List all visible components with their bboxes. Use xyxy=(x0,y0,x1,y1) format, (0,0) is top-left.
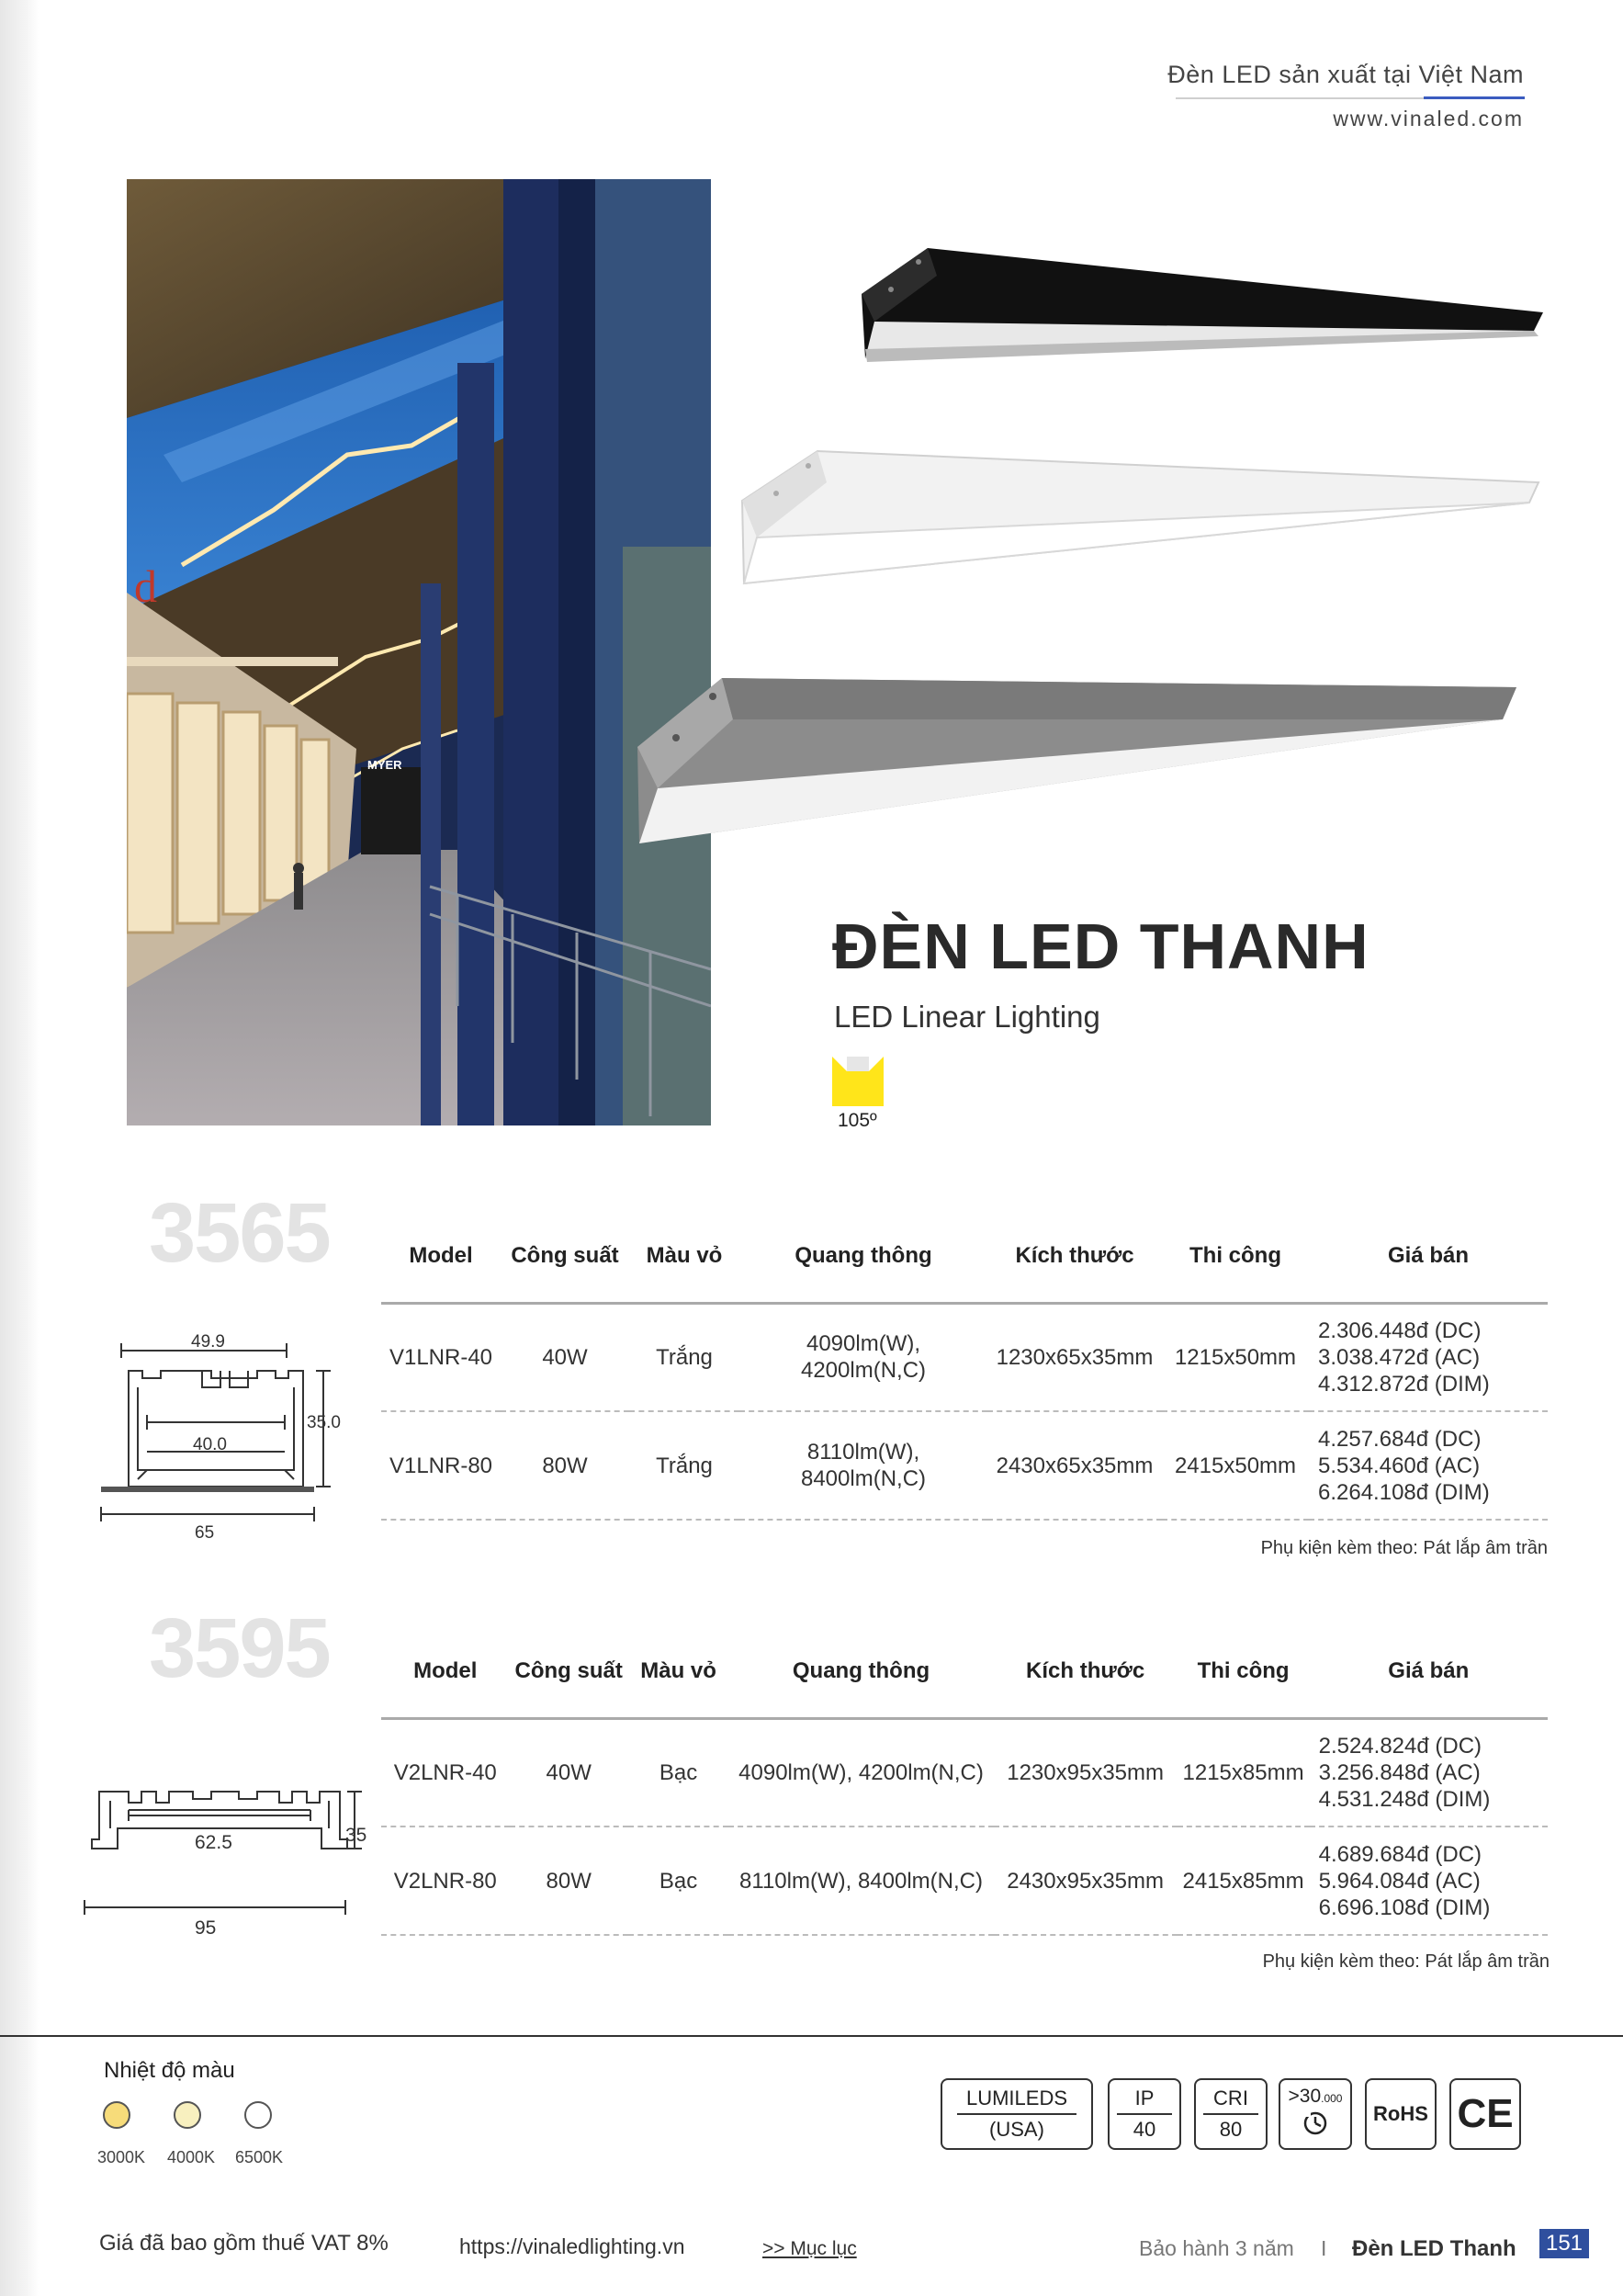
col-flux: Quang thông xyxy=(739,1211,987,1303)
color-temp-4000k-label: 4000K xyxy=(167,2148,216,2166)
profile-drawing-3595 xyxy=(73,1773,386,1948)
color-temp-4000k-swatch xyxy=(174,2101,201,2129)
footer-url[interactable]: https://vinaledlighting.vn xyxy=(459,2234,685,2258)
toc-link[interactable]: >> Mục lục xyxy=(762,2238,857,2259)
col-install: Thi công xyxy=(1178,1626,1310,1718)
series-number: 3565 xyxy=(149,1186,330,1280)
col-price: Giá bán xyxy=(1310,1626,1548,1718)
application-photo xyxy=(127,179,711,1125)
col-size: Kích thước xyxy=(994,1626,1178,1718)
svg-text:35: 35 xyxy=(345,1825,367,1846)
color-temp-title: Nhiệt độ màu xyxy=(104,2058,235,2083)
warranty-text: Bảo hành 3 năm xyxy=(1139,2236,1294,2260)
col-color: Màu vỏ xyxy=(629,1211,739,1303)
profile-drawing-3565 xyxy=(92,1323,358,1544)
col-power: Công suất xyxy=(501,1211,629,1303)
footer-divider xyxy=(0,2035,1623,2037)
color-temp-6500k-swatch xyxy=(244,2101,272,2129)
left-page-shadow xyxy=(0,0,39,2296)
col-model: Model xyxy=(381,1211,501,1303)
header-divider-accent xyxy=(1424,96,1525,99)
svg-text:65: 65 xyxy=(195,1523,215,1543)
accessory-note-3565: Phụ kiện kèm theo: Pát lắp âm trần xyxy=(1260,1538,1548,1558)
vat-note: Giá đã bao gồm thuế VAT 8% xyxy=(99,2231,389,2256)
beam-angle-label: 105º xyxy=(838,1110,877,1131)
table-row: V1LNR-40 40W Trắng 4090lm(W), 4200lm(N,C) 1230x65x35mm 1215x50mm 2.306.448đ (DC) 3.038.472đ (AC) 4.312.872đ (DIM) xyxy=(381,1303,1548,1411)
footer-separator: I xyxy=(1321,2236,1327,2260)
product-title-vn: ĐÈN LED THANH xyxy=(832,910,1369,982)
svg-text:35.0: 35.0 xyxy=(307,1413,341,1432)
cri-badge: CRI 80 xyxy=(1194,2078,1268,2150)
header-url[interactable]: www.vinaled.com xyxy=(1333,107,1524,130)
col-color: Màu vỏ xyxy=(628,1626,728,1718)
svg-text:95: 95 xyxy=(195,1917,217,1939)
ce-badge: CE xyxy=(1449,2078,1521,2150)
col-price: Giá bán xyxy=(1309,1211,1548,1303)
footer-category: Đèn LED Thanh xyxy=(1352,2236,1516,2261)
svg-text:62.5: 62.5 xyxy=(195,1832,232,1853)
svg-text:49.9: 49.9 xyxy=(191,1332,225,1352)
col-install: Thi công xyxy=(1162,1211,1309,1303)
page-number: 151 xyxy=(1539,2229,1589,2258)
table-row: V1LNR-80 80W Trắng 8110lm(W), 8400lm(N,C) 2430x65x35mm 2415x50mm 4.257.684đ (DC) 5.534.460đ (AC) 6.264.108đ (DIM) xyxy=(381,1411,1548,1520)
fixture-black xyxy=(854,239,1552,368)
col-flux: Quang thông xyxy=(728,1626,993,1718)
table-row: V2LNR-40 40W Bạc 4090lm(W), 4200lm(N,C) 1230x95x35mm 1215x85mm 2.524.824đ (DC) 3.256.848đ (AC) 4.531.248đ (DIM) xyxy=(381,1718,1548,1827)
color-temp-6500k-label: 6500K xyxy=(235,2148,284,2166)
ip-rating-badge: IP 40 xyxy=(1108,2078,1181,2150)
beam-angle-icon xyxy=(832,1057,884,1106)
spec-table-3565 xyxy=(381,1211,1548,1521)
clock-icon xyxy=(1302,2109,1329,2137)
fixture-white xyxy=(735,436,1548,593)
lumileds-badge: LUMILEDS (USA) xyxy=(941,2078,1093,2150)
rohs-badge: RoHS xyxy=(1365,2078,1437,2150)
fixture-silver xyxy=(630,669,1526,848)
photo-sign-myer: MYER xyxy=(367,758,402,772)
accessory-note-3595: Phụ kiện kèm theo: Pát lắp âm trần xyxy=(1262,1951,1550,1972)
col-model: Model xyxy=(381,1626,510,1718)
photo-sign-d: d xyxy=(134,560,157,612)
series-number: 3595 xyxy=(149,1601,330,1695)
color-temp-3000k-swatch xyxy=(103,2101,130,2129)
header-title: Đèn LED sản xuất tại Việt Nam xyxy=(1167,61,1524,88)
lifetime-badge: >30.000 xyxy=(1279,2078,1352,2150)
col-power: Công suất xyxy=(510,1626,628,1718)
svg-text:40.0: 40.0 xyxy=(193,1435,227,1454)
col-size: Kích thước xyxy=(987,1211,1162,1303)
product-title-en: LED Linear Lighting xyxy=(834,1000,1100,1034)
table-row: V2LNR-80 80W Bạc 8110lm(W), 8400lm(N,C) 2430x95x35mm 2415x85mm 4.689.684đ (DC) 5.964.084đ (AC) 6.696.108đ (DIM) xyxy=(381,1827,1548,1935)
color-temp-3000k-label: 3000K xyxy=(97,2148,146,2166)
spec-table-3595 xyxy=(381,1626,1548,1936)
